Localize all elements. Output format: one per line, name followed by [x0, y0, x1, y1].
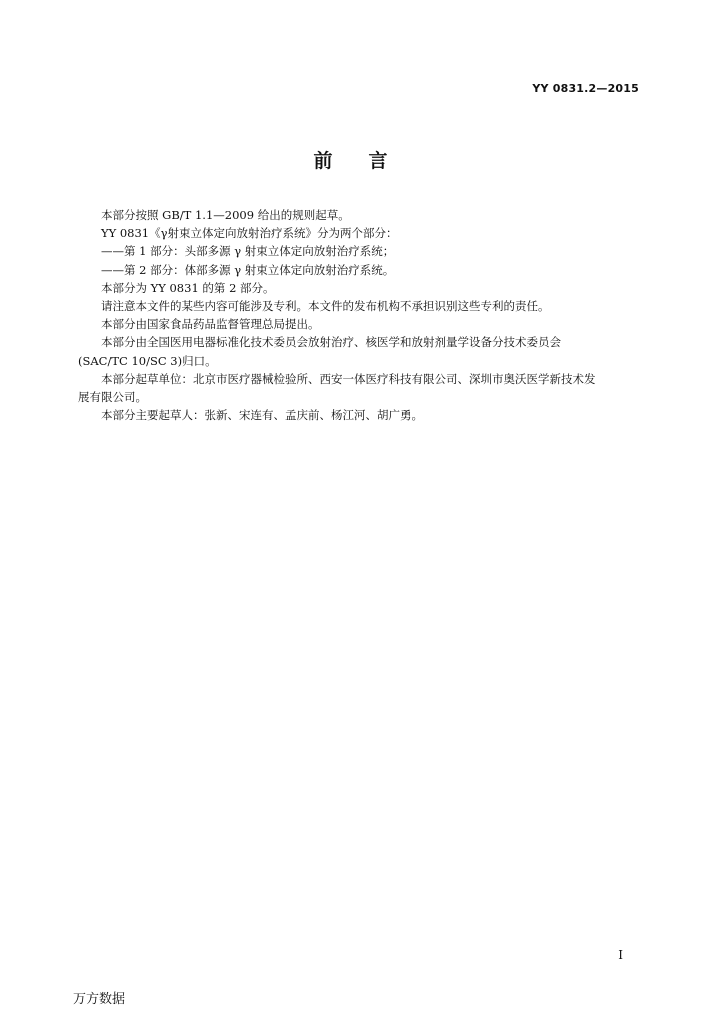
page-number: I — [618, 948, 623, 962]
paragraph: ——第 1 部分：头部多源 γ 射束立体定向放射治疗系统； — [101, 244, 395, 259]
footer-watermark: 万方数据 — [73, 992, 126, 1007]
paragraph-committee — [78, 333, 639, 369]
paragraph: YY 0831《γ射束立体定向放射治疗系统》分为两个部分： — [101, 226, 398, 241]
paragraph: 本部分按照 GB/T 1.1—2009 给出的规则起草。 — [101, 208, 350, 222]
paragraph-drafters: 本部分主要起草人：张新、宋连有、孟庆前、杨江河、胡广勇。 — [101, 408, 423, 423]
paragraph: 请注意本文件的某些内容可能涉及专利。本文件的发布机构不承担识别这些专利的责任。 — [101, 299, 550, 314]
standard-code: YY 0831.2—2015 — [532, 82, 639, 95]
paragraph: 本部分为 YY 0831 的第 2 部分。 — [101, 280, 275, 295]
paragraph-committee-line1: 本部分由全国医用电器标准化技术委员会放射治疗、核医学和放射剂量学设备分技术委员会 — [101, 335, 561, 350]
paragraph-units — [78, 370, 639, 406]
paragraph-units-line2: 展有限公司。 — [78, 390, 147, 405]
paragraph-units-line1: 本部分起草单位：北京市医疗器械检验所、西安一体医疗科技有限公司、深圳市奥沃医学新技术发 — [101, 371, 596, 386]
foreword-body — [78, 206, 639, 424]
paragraph: 本部分由国家食品药品监督管理总局提出。 — [101, 317, 320, 332]
paragraph-committee-line2: (SAC/TC 10/SC 3)归口。 — [78, 353, 217, 368]
page-title: 前言 — [313, 150, 424, 172]
paragraph: ——第 2 部分：体部多源 γ 射束立体定向放射治疗系统。 — [101, 262, 395, 277]
